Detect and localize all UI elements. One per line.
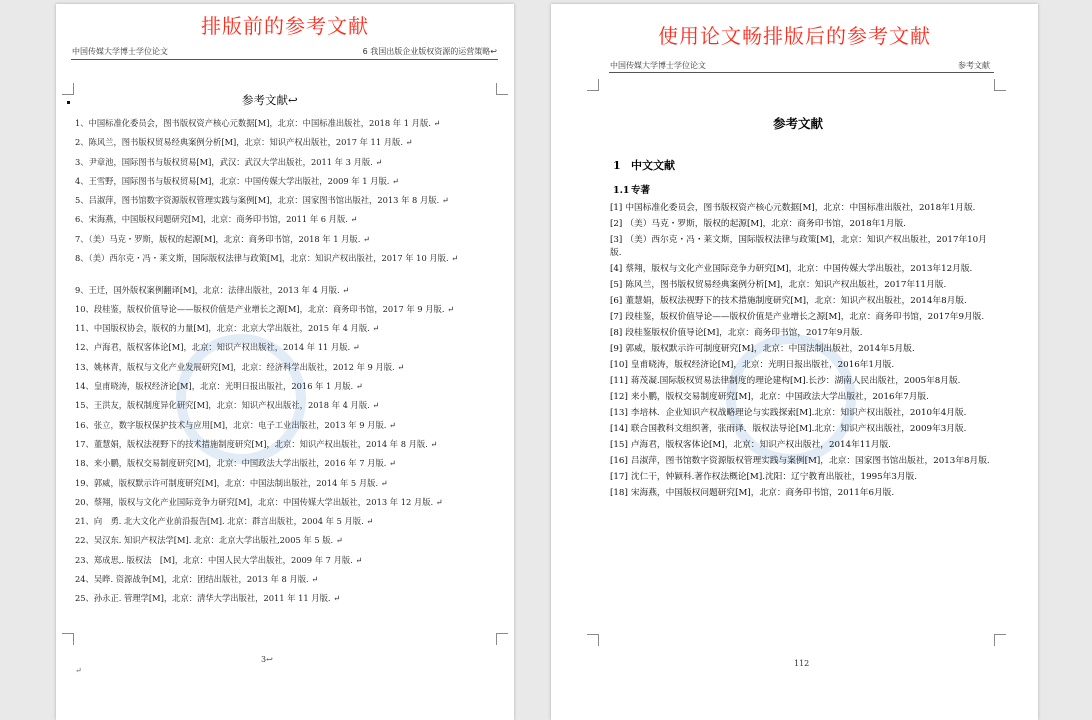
reference-item bbox=[610, 202, 994, 216]
reference-item: 11、中国版权协会，版权的力量[M]，北京：北京大学出版社，2015 年 4 月版. ↵ bbox=[75, 323, 380, 334]
reference-item: 21、向 勇. 北大文化产业前沿报告[M]. 北京：群言出版社，2004 年 5 月版. ↵ bbox=[75, 516, 374, 527]
reference-item: 1、中国标准化委员会，图书版权资产核心元数据[M]，北京：中国标准出版社，2018 年 1 月版. ↵ bbox=[75, 118, 441, 128]
reference-item: 10、段桂鉴，版权价值导论——版权价值是产业增长之源[M]，北京：商务印书馆，2017 年 9 月版. ↵ bbox=[75, 303, 455, 314]
reference-text: 郭威，版权默示许可制度研究[M]，北京：中国法制出版社，2014年5月版. bbox=[625, 344, 915, 355]
crop-mark bbox=[994, 634, 1006, 646]
before-reference-list bbox=[75, 117, 507, 612]
reference-number: [10] bbox=[610, 360, 628, 371]
page-before bbox=[56, 4, 514, 720]
reference-item: 22、吴汉东. 知识产权法学[M]. 北京：北京大学出版社,2005 年 5 版. ↵ bbox=[75, 535, 343, 546]
reference-text: 段桂鉴版权价值导论[M]，北京：商务印书馆，2017年9月版. bbox=[625, 328, 863, 339]
reference-text: 卢海君，版权客体论[M]，北京：知识产权出版社，2014年11月版. bbox=[630, 439, 891, 450]
reference-text: 吕淑萍，图书馆数字资源版权管理实践与案例[M]，北京：国家图书馆出版社，2013年8月版. bbox=[630, 455, 990, 466]
reference-number: [17] bbox=[610, 471, 628, 482]
reference-number: [3] bbox=[610, 234, 623, 245]
reference-item bbox=[610, 375, 994, 389]
reference-item: 23、郑成思,. 版权法 [M]，北京：中国人民大学出版社，2009 年 7 月版. ↵ bbox=[75, 554, 363, 565]
after-header-rule bbox=[609, 72, 994, 73]
reference-item: 8、（美）西尔克・冯・莱文斯，国际版权法律与政策[M]，北京：知识产权出版社，2017 年 10 月版. ↵ bbox=[75, 253, 459, 264]
reference-item bbox=[610, 455, 994, 469]
reference-item: 4、王雪野，国际图书与版权贸易[M]，北京：中国传媒大学出版社，2009 年 1 月版. ↵ bbox=[75, 175, 399, 186]
after-reference-list bbox=[610, 202, 994, 502]
subsection-title: 专著 bbox=[631, 185, 651, 196]
reference-number: [1] bbox=[610, 203, 623, 213]
reference-text: （美）西尔克・冯・莱文斯，国际版权法律与政策[M]，北京：知识产权出版社，2017年10月版. bbox=[610, 234, 987, 259]
reference-text: 蔡翔，版权与文化产业国际竞争力研究[M]，北京：中国传媒大学出版社，2013年12月版. bbox=[625, 264, 973, 275]
reference-text: 中国标准化委员会，图书版权资产核心元数据[M]，北京：中国标准出版社，2018年1月版. bbox=[625, 203, 976, 213]
crop-mark bbox=[62, 633, 74, 645]
reference-item bbox=[610, 471, 994, 485]
section-title: 中文文献 bbox=[631, 159, 675, 172]
reference-number: [5] bbox=[610, 280, 623, 291]
reference-item: 5、吕淑萍，图书馆数字资源版权管理实践与案例[M]，北京：国家图书馆出版社，2013 年 8 月版. ↵ bbox=[75, 195, 449, 206]
reference-number: [8] bbox=[610, 328, 623, 339]
reference-text: 来小鹏，版权交易制度研究[M]，北京：中国政法大学出版社，2016年7月版. bbox=[630, 391, 929, 402]
before-header-right: 6 我国出版企业版权资源的运营策略↩ bbox=[362, 47, 497, 56]
reference-item: 15、王洪友，版权制度异化研究[M]，北京：知识产权出版社，2018 年 4 月版. ↵ bbox=[75, 400, 380, 411]
reference-text: 宋海燕，中国版权问题研究[M]，北京：商务印书馆，2011年6月版. bbox=[630, 487, 895, 498]
reference-item bbox=[610, 279, 994, 293]
reference-number: [7] bbox=[610, 312, 623, 323]
before-header-left: 中国传媒大学博士学位论文 bbox=[72, 47, 168, 56]
reference-item: 24、吴晔. 资源战争[M]，北京：团结出版社，2013 年 8 月版. ↵ bbox=[75, 574, 319, 585]
crop-mark bbox=[496, 83, 508, 95]
reference-text: 蒋茂凝.国际版权贸易法律制度的理论建构[M].长沙：湖南人民出版社，2005年8月版. bbox=[630, 375, 961, 386]
reference-item: 19、郭威，版权默示许可制度研究[M]，北京：中国法制出版社，2014 年 5 月版. ↵ bbox=[75, 477, 388, 488]
reference-item: 25、孙永正. 管理学[M]，北京：清华大学出版社，2011 年 11 月版. ↵ bbox=[75, 593, 341, 604]
reference-text: 董慧娟，版权法视野下的技术措施制度研究[M]，北京：知识产权出版社，2014年8月版. bbox=[625, 296, 967, 307]
reference-text: 沈仁干，钟颖科.著作权法概论[M].沈阳：辽宁教育出版社，1995年3月版. bbox=[630, 471, 918, 482]
section-heading bbox=[613, 157, 675, 173]
reference-item: 7、（美）马克・罗斯，版权的起源[M]，北京：商务印书馆，2018 年 1 月版. ↵ bbox=[75, 233, 370, 244]
reference-number: [4] bbox=[610, 264, 623, 275]
subsection-number: 1.1 bbox=[613, 185, 630, 196]
reference-number: [16] bbox=[610, 455, 628, 466]
reference-item: 2、陈风兰，图书版权贸易经典案例分析[M]，北京：知识产权出版社，2017 年 11 月版. ↵ bbox=[75, 137, 413, 148]
before-title: 参考文献↩ bbox=[242, 93, 298, 107]
reference-number: [2] bbox=[610, 218, 623, 229]
reference-item bbox=[610, 311, 994, 325]
reference-item: 6、宋海燕，中国版权问题研究[M]，北京：商务印书馆，2011 年 6 月版. ↵ bbox=[75, 214, 358, 225]
reference-number: [11] bbox=[610, 375, 628, 386]
reference-text: 皇甫晓涛，版权经济论[M]，北京：光明日报出版社，2016年1月版. bbox=[630, 360, 895, 371]
reference-number: [6] bbox=[610, 296, 623, 307]
reference-item bbox=[610, 391, 994, 405]
crop-mark bbox=[587, 79, 599, 91]
reference-number: [13] bbox=[610, 407, 628, 418]
reference-text: 李培林．企业知识产权战略理论与实践探索[M].北京：知识产权出版社，2010年4月版. bbox=[630, 407, 967, 418]
reference-number: [12] bbox=[610, 391, 628, 402]
reference-item: 16、张立，数字版权保护技术与应用[M]，北京：电子工业出版社，2013 年 9 月版. ↵ bbox=[75, 419, 396, 430]
page-after bbox=[551, 4, 1038, 720]
reference-text: （美）马克・罗斯，版权的起源[M]，北京：商务印书馆，2018年1月版. bbox=[625, 218, 906, 229]
subsection-heading bbox=[613, 182, 650, 196]
reference-item: 12、卢海君，版权客体论[M]，北京：知识产权出版社，2014 年 11 月版. ↵ bbox=[75, 342, 360, 353]
reference-item bbox=[610, 218, 994, 232]
reference-item bbox=[610, 423, 994, 437]
reference-item: 13、姚林青，版权与文化产业发展研究[M]，北京：经济科学出版社，2012 年 9 月版. ↵ bbox=[75, 361, 405, 372]
reference-item: 9、王迁，国外版权案例翻译[M]，北京：法律出版社，2013 年 4 月版. ↵ bbox=[75, 284, 350, 295]
reference-item bbox=[610, 343, 994, 357]
reference-item bbox=[610, 487, 994, 501]
after-header-left: 中国传媒大学博士学位论文 bbox=[610, 61, 706, 70]
crop-mark bbox=[587, 634, 599, 646]
before-banner: 排版前的参考文献 bbox=[201, 14, 369, 38]
reference-text: 段桂鉴，版权价值导论——版权价值是产业增长之源[M]，北京：商务印书馆，2017年9月版. bbox=[625, 312, 985, 323]
after-page-number: 112 bbox=[794, 659, 810, 668]
crop-mark bbox=[62, 83, 74, 95]
after-header-right: 参考文献 bbox=[958, 61, 990, 70]
reference-number: [15] bbox=[610, 439, 628, 450]
reference-item: 17、董慧娟，版权法视野下的技术措施制度研究[M]，北京：知识产权出版社，2014 年 8 月版. ↵ bbox=[75, 438, 438, 449]
reference-number: [18] bbox=[610, 487, 628, 498]
after-title: 参考文献 bbox=[773, 116, 824, 131]
reference-item bbox=[610, 234, 994, 261]
before-page-number: 3↩ bbox=[261, 655, 273, 664]
reference-item bbox=[610, 295, 994, 309]
section-number: 1 bbox=[613, 159, 621, 172]
reference-item bbox=[610, 327, 994, 341]
reference-item bbox=[610, 263, 994, 277]
reference-item: 18、来小鹏，版权交易制度研究[M]，北京：中国政法大学出版社，2016 年 7 月版. ↵ bbox=[75, 458, 396, 469]
paragraph-mark bbox=[67, 101, 70, 104]
reference-item bbox=[610, 407, 994, 421]
crop-mark bbox=[496, 633, 508, 645]
reference-text: 陈风兰，图书版权贸易经典案例分析[M]，北京：知识产权出版社，2017年11月版. bbox=[625, 280, 947, 291]
reference-item: 20、蔡翔，版权与文化产业国际竞争力研究[M]，北京：中国传媒大学出版社，2013 年 12 月版. ↵ bbox=[75, 496, 443, 507]
reference-item: 3、尹章池，国际图书与版权贸易[M]，武汉：武汉大学出版社，2011 年 3 月版. ↵ bbox=[75, 156, 383, 167]
reference-text: 联合国教科文组织著，张雨译．版权法导论[M].北京：知识产权出版社，2009年3月版. bbox=[630, 423, 967, 434]
after-banner: 使用论文畅排版后的参考文献 bbox=[658, 24, 931, 48]
reference-item bbox=[610, 359, 994, 373]
reference-item bbox=[610, 439, 994, 453]
crop-mark bbox=[994, 79, 1006, 91]
before-header-rule bbox=[71, 59, 498, 60]
reference-number: [14] bbox=[610, 423, 628, 434]
reference-number: [9] bbox=[610, 344, 623, 355]
end-mark: ↵ bbox=[75, 666, 82, 675]
reference-item: 14、皇甫晓涛，版权经济论[M]，北京：光明日报出版社，2016 年 1 月版. ↵ bbox=[75, 381, 363, 392]
